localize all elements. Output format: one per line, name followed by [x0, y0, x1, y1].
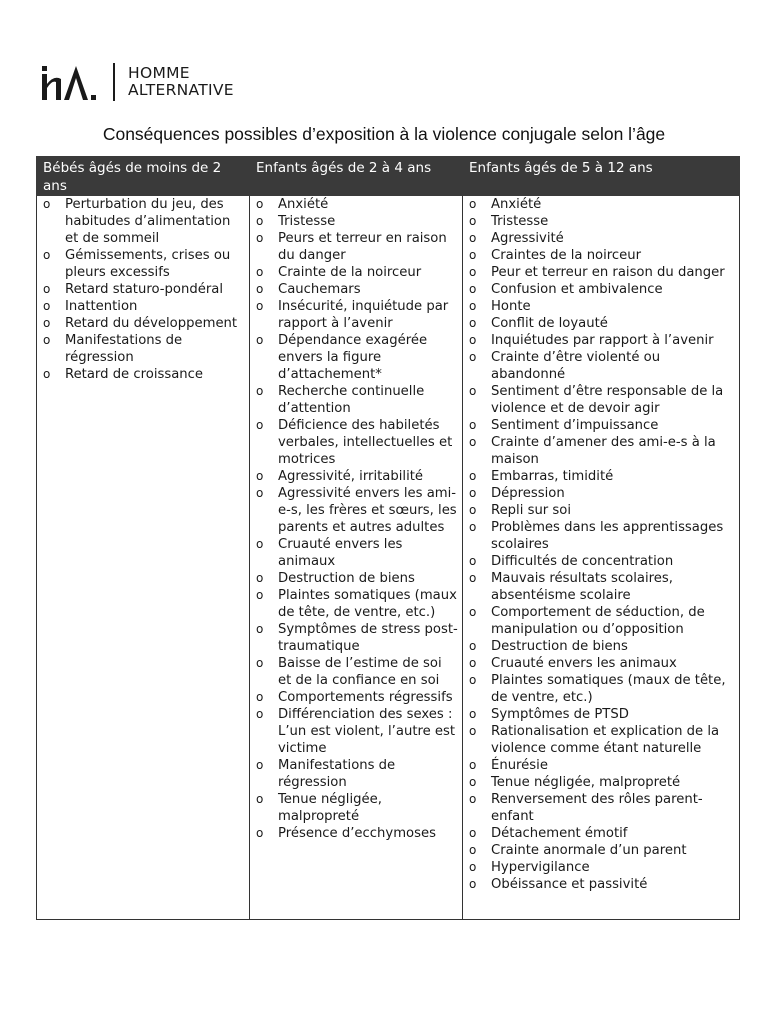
list-item: o Agressivité — [463, 230, 735, 247]
list-item: o Manifestations de régression — [250, 757, 458, 791]
list-item: o Perturbation du jeu, des habitudes d’alimentation et de sommeil — [37, 196, 245, 247]
column-cell-infants — [37, 196, 250, 920]
list-item: o Destruction de biens — [463, 638, 735, 655]
list-item: o Retard du développement — [37, 315, 245, 332]
document-title: Conséquences possibles d’exposition à la violence conjugale selon l’âge — [102, 124, 666, 144]
list-item: o Tenue négligée, malpropreté — [463, 774, 735, 791]
list-item: o Comportements régressifs — [250, 689, 458, 706]
list-item: o Crainte de la noirceur — [250, 264, 458, 281]
list-item: o Confusion et ambivalence — [463, 281, 735, 298]
list-item: o Plaintes somatiques (maux de tête, de ventre, etc.) — [463, 672, 735, 706]
list-item: o Obéissance et passivité — [463, 876, 735, 893]
item-list — [463, 196, 735, 893]
logo-line-1: HOMME — [128, 64, 190, 82]
list-item: o Tristesse — [463, 213, 735, 230]
list-item: o Comportement de séduction, de manipulation ou d’opposition — [463, 604, 735, 638]
list-item: o Inattention — [37, 298, 245, 315]
list-item: o Insécurité, inquiétude par rapport à l’avenir — [250, 298, 458, 332]
list-item: o Sentiment d’être responsable de la violence et de devoir agir — [463, 383, 735, 417]
column-cell-5-12 — [463, 196, 740, 920]
consequences-table — [36, 156, 740, 920]
list-item: o Dépression — [463, 485, 735, 502]
table-header-row — [37, 157, 740, 196]
list-item: o Retard staturo-pondéral — [37, 281, 245, 298]
table-row — [37, 196, 740, 920]
list-item: o Cruauté envers les animaux — [463, 655, 735, 672]
list-item: o Hypervigilance — [463, 859, 735, 876]
logo-line-2: ALTERNATIVE — [128, 81, 234, 99]
list-item: o Tristesse — [250, 213, 458, 230]
list-item: o Agressivité envers les ami-e-s, les frères et sœurs, les parents et autres adultes — [250, 485, 458, 536]
list-item: o Destruction de biens — [250, 570, 458, 587]
list-item: o Énurésie — [463, 757, 735, 774]
list-item: o Cauchemars — [250, 281, 458, 298]
list-item: o Inquiétudes par rapport à l’avenir — [463, 332, 735, 349]
list-item: o Embarras, timidité — [463, 468, 735, 485]
list-item: o Manifestations de régression — [37, 332, 245, 366]
list-item: o Baisse de l’estime de soi et de la confiance en soi — [250, 655, 458, 689]
column-header-infants: Bébés âgés de moins de 2 ans — [37, 157, 250, 196]
list-item: o Renversement des rôles parent-enfant — [463, 791, 735, 825]
list-item: o Mauvais résultats scolaires, absentéisme scolaire — [463, 570, 735, 604]
list-item: o Gémissements, crises ou pleurs excessifs — [37, 247, 245, 281]
list-item: o Présence d’ecchymoses — [250, 825, 458, 842]
list-item: o Détachement émotif — [463, 825, 735, 842]
list-item: o Symptômes de PTSD — [463, 706, 735, 723]
list-item: o Anxiété — [463, 196, 735, 213]
list-item: o Crainte d’être violenté ou abandonné — [463, 349, 735, 383]
list-item: o Plaintes somatiques (maux de tête, de ventre, etc.) — [250, 587, 458, 621]
item-list — [37, 196, 245, 383]
column-cell-2-4 — [250, 196, 463, 920]
list-item: o Symptômes de stress post-traumatique — [250, 621, 458, 655]
list-item: o Tenue négligée, malpropreté — [250, 791, 458, 825]
column-header-5-12: Enfants âgés de 5 à 12 ans — [463, 157, 740, 196]
logo-wordmark — [128, 65, 234, 99]
list-item: o Crainte d’amener des ami-e-s à la maison — [463, 434, 735, 468]
list-item: o Cruauté envers les animaux — [250, 536, 458, 570]
list-item: o Dépendance exagérée envers la figure d’attachement* — [250, 332, 458, 383]
list-item: o Rationalisation et explication de la violence comme étant naturelle — [463, 723, 735, 757]
list-item: o Agressivité, irritabilité — [250, 468, 458, 485]
list-item: o Recherche continuelle d’attention — [250, 383, 458, 417]
list-item: o Sentiment d’impuissance — [463, 417, 735, 434]
list-item: o Repli sur soi — [463, 502, 735, 519]
list-item: o Déficience des habiletés verbales, intellectuelles et motrices — [250, 417, 458, 468]
logo-divider — [113, 63, 115, 101]
list-item: o Peurs et terreur en raison du danger — [250, 230, 458, 264]
list-item: o Anxiété — [250, 196, 458, 213]
list-item: o Problèmes dans les apprentissages scolaires — [463, 519, 735, 553]
list-item: o Retard de croissance — [37, 366, 245, 383]
logo — [40, 60, 234, 104]
item-list — [250, 196, 458, 842]
ha-logo-mark — [40, 62, 100, 102]
list-item: o Honte — [463, 298, 735, 315]
list-item: o Difficultés de concentration — [463, 553, 735, 570]
list-item: o Crainte anormale d’un parent — [463, 842, 735, 859]
list-item: o Différenciation des sexes : L’un est violent, l’autre est victime — [250, 706, 458, 757]
column-header-2-4: Enfants âgés de 2 à 4 ans — [250, 157, 463, 196]
list-item: o Conflit de loyauté — [463, 315, 735, 332]
list-item: o Peur et terreur en raison du danger — [463, 264, 735, 281]
list-item: o Craintes de la noirceur — [463, 247, 735, 264]
